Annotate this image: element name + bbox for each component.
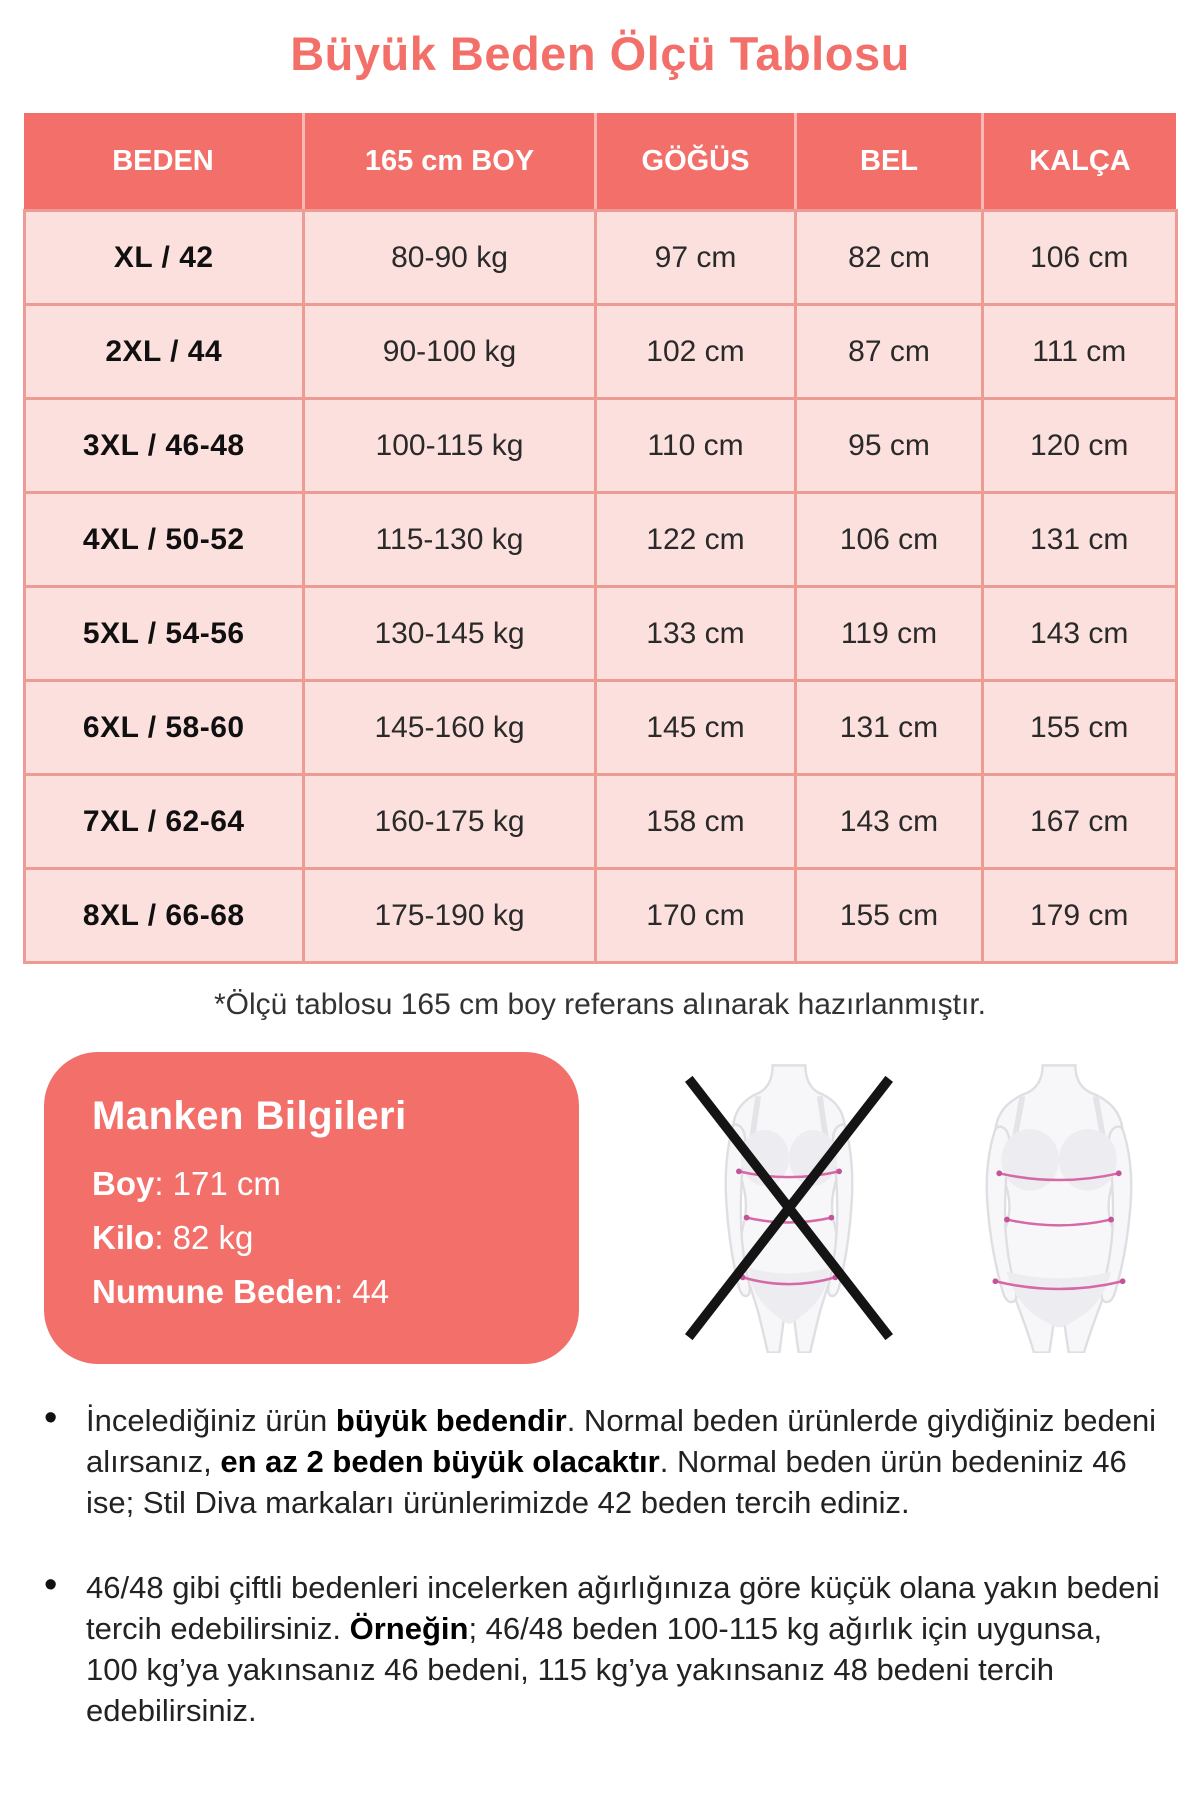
model-weight-label: Kilo	[92, 1219, 155, 1256]
model-sample-size-value: : 44	[334, 1273, 390, 1310]
page-title: Büyük Beden Ölçü Tablosu	[290, 27, 910, 80]
column-header-gogus: GÖĞÜS	[596, 113, 796, 211]
table-cell: 2XL / 44	[24, 305, 304, 399]
model-sample-size-label: Numune Beden	[92, 1273, 335, 1310]
column-header-bel: BEL	[796, 113, 983, 211]
note-text-segment: İncelediğiniz ürün	[86, 1403, 336, 1438]
table-row	[24, 681, 1176, 775]
table-cell: 155 cm	[983, 681, 1177, 775]
table-cell: 106 cm	[983, 211, 1177, 305]
table-cell: 155 cm	[796, 869, 983, 963]
table-cell: 90-100 kg	[304, 305, 596, 399]
note-text-segment: büyük bedendir	[335, 1403, 567, 1438]
model-weight-value: : 82 kg	[154, 1219, 254, 1256]
table-cell: 145 cm	[596, 681, 796, 775]
note-text-segment: ; 46/48 beden 100-115 kg ağırlık için uygunsa, 100 kg’ya yakınsanız 46 bedeni, 115 kg’ya yakınsanız 48 bedeni tercih edebilirsiniz.	[86, 1611, 1103, 1728]
size-table-header-row	[24, 113, 1176, 211]
size-note-double-size	[42, 1567, 1160, 1731]
size-table	[23, 113, 1178, 964]
model-info-section	[44, 1052, 1200, 1364]
table-cell: 100-115 kg	[304, 399, 596, 493]
table-row	[24, 399, 1176, 493]
table-cell: 111 cm	[983, 305, 1177, 399]
body-figures	[683, 1063, 1165, 1353]
table-cell: 131 cm	[983, 493, 1177, 587]
model-info-card	[44, 1052, 579, 1364]
table-cell: XL / 42	[24, 211, 304, 305]
note-text-segment: en az 2 beden büyük olacaktır	[220, 1444, 660, 1479]
table-row	[24, 587, 1176, 681]
column-header-boy: 165 cm BOY	[304, 113, 596, 211]
table-cell: 82 cm	[796, 211, 983, 305]
table-cell: 158 cm	[596, 775, 796, 869]
table-cell: 175-190 kg	[304, 869, 596, 963]
table-footnote: *Ölçü tablosu 165 cm boy referans alınarak hazırlanmıştır.	[213, 988, 987, 1021]
table-cell: 97 cm	[596, 211, 796, 305]
table-cell: 4XL / 50-52	[24, 493, 304, 587]
table-cell: 122 cm	[596, 493, 796, 587]
table-cell: 131 cm	[796, 681, 983, 775]
slim-body-crossed-icon	[683, 1063, 895, 1353]
note-text-segment: . Normal beden ürünlerde giydiğiniz bedeni alırsanız,	[86, 1403, 1157, 1479]
table-cell: 145-160 kg	[304, 681, 596, 775]
table-row	[24, 305, 1176, 399]
size-table-body	[24, 211, 1176, 963]
table-row	[24, 211, 1176, 305]
table-cell: 87 cm	[796, 305, 983, 399]
size-notes	[42, 1400, 1160, 1731]
model-sample-size-line	[92, 1271, 543, 1312]
table-cell: 7XL / 62-64	[24, 775, 304, 869]
table-cell: 130-145 kg	[304, 587, 596, 681]
table-row	[24, 869, 1176, 963]
table-row	[24, 775, 1176, 869]
model-height-line	[92, 1163, 543, 1204]
table-cell: 115-130 kg	[304, 493, 596, 587]
table-cell: 160-175 kg	[304, 775, 596, 869]
table-cell: 110 cm	[596, 399, 796, 493]
table-cell: 6XL / 58-60	[24, 681, 304, 775]
table-cell: 143 cm	[983, 587, 1177, 681]
model-height-value: : 171 cm	[154, 1165, 281, 1202]
table-cell: 80-90 kg	[304, 211, 596, 305]
table-cell: 95 cm	[796, 399, 983, 493]
table-cell: 133 cm	[596, 587, 796, 681]
note-text-segment: Örneğin	[349, 1611, 469, 1646]
size-note-big-size	[42, 1400, 1160, 1523]
table-cell: 102 cm	[596, 305, 796, 399]
plus-body-icon	[953, 1063, 1165, 1353]
table-row	[24, 493, 1176, 587]
column-header-kalca: KALÇA	[983, 113, 1177, 211]
table-cell: 119 cm	[796, 587, 983, 681]
table-cell: 179 cm	[983, 869, 1177, 963]
table-cell: 170 cm	[596, 869, 796, 963]
table-cell: 3XL / 46-48	[24, 399, 304, 493]
column-header-beden: BEDEN	[24, 113, 304, 211]
table-cell: 167 cm	[983, 775, 1177, 869]
table-cell: 143 cm	[796, 775, 983, 869]
table-cell: 5XL / 54-56	[24, 587, 304, 681]
table-cell: 8XL / 66-68	[24, 869, 304, 963]
table-cell: 120 cm	[983, 399, 1177, 493]
model-height-label: Boy	[92, 1165, 155, 1202]
model-weight-line	[92, 1217, 543, 1258]
note-text-segment: . Normal beden ürün bedeniniz 46 ise; Stil Diva markaları ürünlerimizde 42 beden tercih ediniz.	[86, 1444, 1127, 1520]
note-text-segment: 46/48 gibi çiftli bedenleri incelerken ağırlığınıza göre küçük olana yakın bedeni tercih edebilirsiniz.	[86, 1570, 1160, 1646]
table-cell: 106 cm	[796, 493, 983, 587]
model-info-title: Manken Bilgileri	[92, 1094, 407, 1138]
